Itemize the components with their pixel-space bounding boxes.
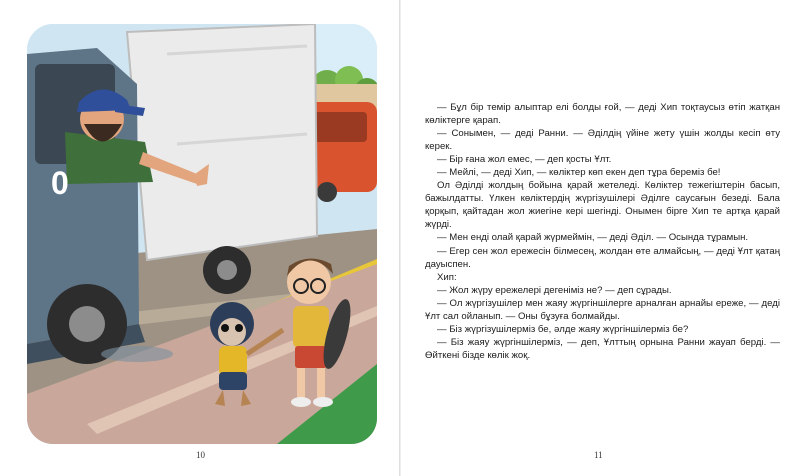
- page-number-right: 11: [594, 450, 603, 460]
- truck-logo-digit: 0: [51, 165, 69, 201]
- page-number-left: 10: [196, 450, 205, 460]
- story-paragraph: — Ол жүргізушілер мен жаяу жүргіншілерге арналған арнайы ереже, — деді Ұлт сал ойланып. — Оны бұзуға болмайды.: [425, 297, 780, 322]
- left-page: [0, 0, 399, 476]
- story-paragraph: — Біз жүргізушілерміз бе, әлде жаяу жүргіншілерміз бе?: [437, 323, 689, 335]
- story-paragraph: — Сонымен, — деді Ранни. — Әділдің үйіне жету үшін жолды кесіп өту керек.: [425, 128, 780, 153]
- story-paragraph: — Біз жаяу жүргіншілерміз, — деп, Ұлттың орнына Ранни жауап берді. — Өйткені бізде көлік жоқ.: [425, 336, 780, 361]
- story-paragraph: — Бұл бір темір алыптар елі болды ғой, — деді Хип тоқтаусыз өтіп жатқан көліктерге қарап.: [425, 102, 780, 127]
- story-paragraph: — Бір ғана жол емес, — деп қосты Ұлт.: [437, 154, 612, 166]
- story-paragraph: Ол Әділді жолдың бойына қарай жетеледі. Көліктер тежегіштерін басып, бажылдатты. Үлкен көліктердің жүргізушілері Әділге саусағын безеді. Бала қорқып, қайтадан жол жиегіне кері шегінді. Онымен бірге Хип те артқа қарай жүрді.: [425, 180, 780, 231]
- story-paragraph: — Жол жүру ережелері дегеніміз не? — деп сұрады.: [437, 284, 672, 296]
- story-paragraph: — Егер сен жол ережесін білмесең, жолдан өте алмайсың, — деді Ұлт қатаң дауыспен.: [425, 245, 780, 270]
- story-paragraph: Хип:: [437, 271, 457, 283]
- story-paragraph: — Мейлі, — деді Хип, — көліктер көп екен деп тұра береміз бе!: [437, 167, 721, 179]
- story-text: [425, 101, 780, 362]
- story-paragraph: — Мен енді олай қарай жүрмеймін, — деді Әділ. — Осында тұрамын.: [437, 232, 749, 244]
- story-illustration: [27, 24, 377, 444]
